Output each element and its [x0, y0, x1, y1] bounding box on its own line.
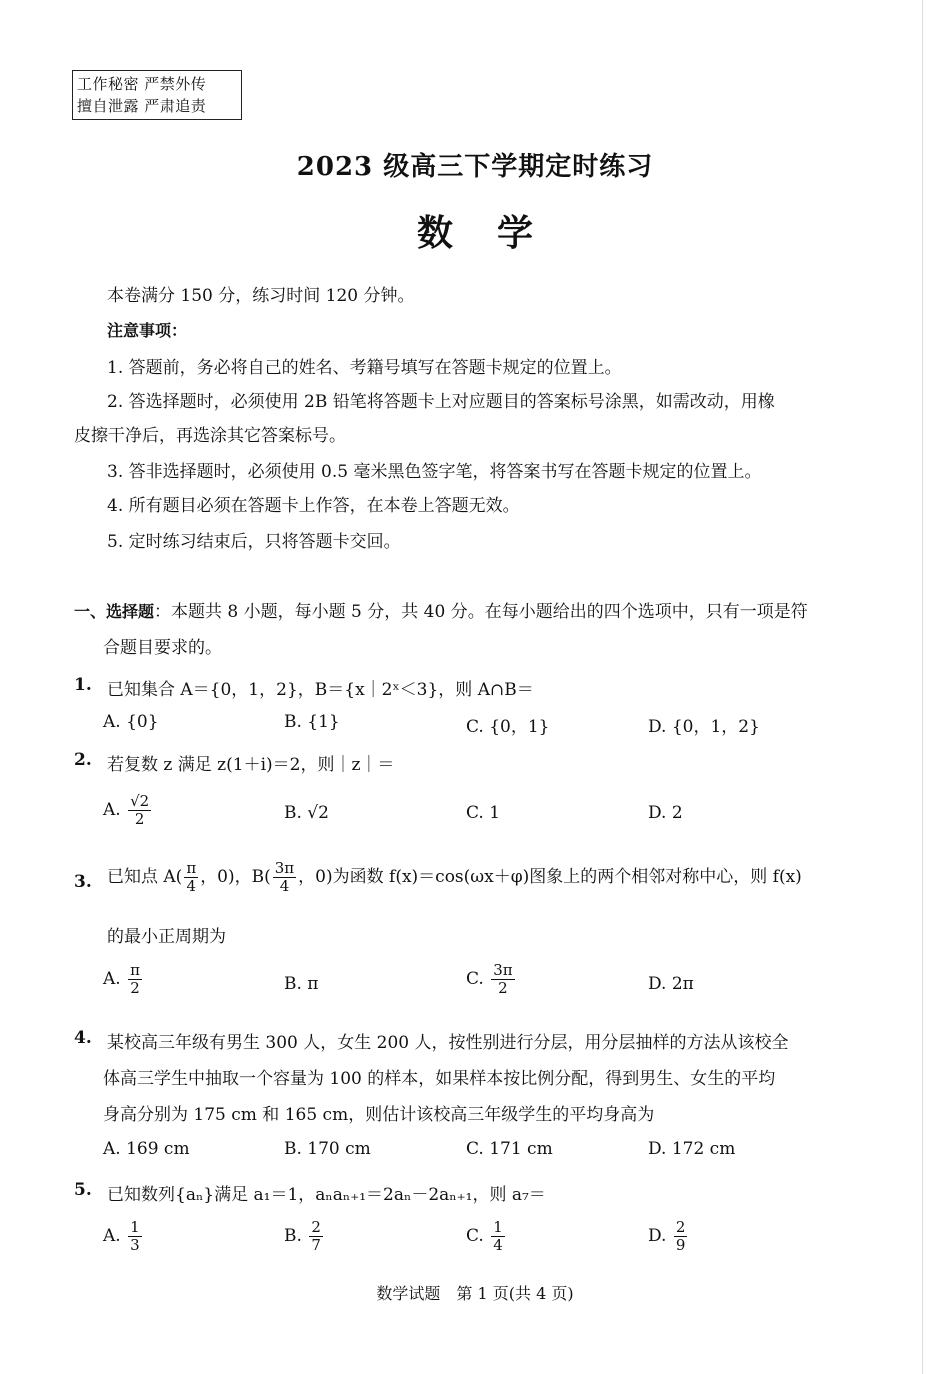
question-4-stem-cont: 身高分别为 175 cm 和 165 cm，则估计该校高三年级学生的平均身高为	[103, 1105, 655, 1125]
question-5-option-b	[284, 1219, 325, 1254]
option-label: A.	[103, 1226, 121, 1246]
notice-item: 皮擦干净后，再选涂其它答案标号。	[74, 426, 346, 446]
question-1-option-c: C. {0，1}	[466, 717, 550, 737]
fraction-denominator: 4	[493, 1236, 503, 1254]
question-1-option-b: B. {1}	[284, 712, 340, 732]
stem-text: 已知点 A(	[107, 867, 183, 887]
option-label: D.	[648, 1226, 667, 1246]
fraction-numerator: √2	[130, 792, 150, 810]
question-3-stem-cont: 的最小正周期为	[107, 927, 226, 947]
option-label: B.	[284, 1226, 302, 1246]
fraction-denominator: 4	[186, 877, 197, 895]
fraction	[184, 860, 198, 895]
fraction	[128, 1219, 142, 1254]
question-2-option-b: B. √2	[284, 803, 329, 823]
question-number: 2.	[74, 750, 92, 770]
question-3-option-b: B. π	[284, 974, 319, 994]
page-footer: 数学试题 第 1 页(共 4 页)	[376, 1284, 574, 1303]
question-number: 1.	[74, 675, 92, 695]
question-2-stem: 若复数 z 满足 z(1＋i)＝2，则｜z｜＝	[107, 755, 395, 775]
option-label: A.	[103, 800, 121, 820]
question-4-option-d: D. 172 cm	[648, 1139, 736, 1159]
fraction	[273, 860, 296, 895]
stem-text: ，0)，B(	[200, 867, 271, 887]
question-number: 4.	[74, 1028, 92, 1048]
question-3-option-a	[103, 962, 144, 997]
notice-item: 1. 答题前，务必将自己的姓名、考籍号填写在答题卡规定的位置上。	[107, 358, 622, 378]
fraction-numerator: π	[130, 961, 140, 979]
fraction-denominator: 2	[498, 979, 508, 997]
option-label: C.	[466, 1226, 484, 1246]
question-5-stem: 已知数列{aₙ}满足 a₁＝1，aₙaₙ₊₁＝2aₙ－2aₙ₊₁，则 a₇＝	[107, 1185, 546, 1205]
question-3-option-c	[466, 962, 517, 997]
question-4-stem: 某校高三年级有男生 300 人，女生 200 人，按性别进行分层，用分层抽样的方法从该校全	[107, 1033, 789, 1053]
fraction-numerator: π	[186, 859, 197, 877]
fraction-numerator: 1	[130, 1218, 140, 1236]
question-2-option-a	[103, 793, 153, 828]
notice-item: 4. 所有题目必须在答题卡上作答，在本卷上答题无效。	[107, 496, 520, 516]
question-1-stem: 已知集合 A＝{0，1，2}，B＝{x｜2ˣ＜3}，则 A∩B＝	[107, 680, 534, 700]
fraction-denominator: 7	[311, 1236, 321, 1254]
fraction-denominator: 2	[130, 979, 140, 997]
question-5-option-d	[648, 1219, 689, 1254]
question-1-option-a: A. {0}	[103, 712, 159, 732]
fraction-denominator: 9	[675, 1236, 686, 1254]
notice-heading: 注意事项：	[107, 321, 188, 340]
question-2-option-d: D. 2	[648, 803, 683, 823]
fraction-numerator: 3π	[274, 859, 295, 877]
fraction	[309, 1219, 323, 1254]
fraction-denominator: 2	[134, 810, 145, 828]
exam-title: 2023 级高三下学期定时练习	[296, 152, 654, 182]
notice-item: 2. 答选择题时，必须使用 2B 铅笔将答题卡上对应题目的答案标号涂黑，如需改动，用橡	[107, 392, 775, 412]
intro-text: 本卷满分 150 分，练习时间 120 分钟。	[107, 286, 415, 306]
question-3-stem	[107, 860, 802, 895]
question-4-option-b: B. 170 cm	[284, 1139, 371, 1159]
question-3-option-d: D. 2π	[648, 974, 694, 994]
fraction-denominator: 3	[130, 1236, 140, 1254]
fraction	[674, 1219, 688, 1254]
stamp-line-1: 工作秘密 严禁外传	[77, 75, 207, 93]
fraction-numerator: 2	[675, 1218, 686, 1236]
question-2-option-c: C. 1	[466, 803, 501, 823]
fraction-numerator: 1	[493, 1218, 503, 1236]
question-1-option-d: D. {0，1，2}	[648, 717, 760, 737]
fraction	[491, 1219, 505, 1254]
question-4-option-c: C. 171 cm	[466, 1139, 553, 1159]
stamp-line-2: 擅自泄露 严肃追责	[77, 97, 207, 115]
question-5-option-c	[466, 1219, 507, 1254]
subject-title: 数学	[416, 213, 577, 254]
section-1-label: 一、选择题	[74, 602, 155, 621]
option-label: A.	[103, 969, 121, 989]
question-4-option-a: A. 169 cm	[103, 1139, 190, 1159]
question-number: 5.	[74, 1180, 92, 1200]
fraction	[491, 962, 514, 997]
option-label: C.	[466, 969, 484, 989]
fraction-denominator: 4	[279, 877, 290, 895]
section-1-text: ：本题共 8 小题，每小题 5 分，共 40 分。在每小题给出的四个选项中，只有一项是符	[154, 602, 808, 622]
notice-item: 5. 定时练习结束后，只将答题卡交回。	[107, 532, 401, 552]
question-4-stem-cont: 体高三学生中抽取一个容量为 100 的样本，如果样本按比例分配，得到男生、女生的平均	[103, 1069, 776, 1089]
stem-text: ，0)为函数 f(x)＝cos(ωx＋φ)图象上的两个相邻对称中心，则 f(x)	[298, 867, 802, 887]
fraction-numerator: 3π	[493, 961, 513, 979]
question-5-option-a	[103, 1219, 144, 1254]
notice-item: 3. 答非选择题时，必须使用 0.5 毫米黑色签字笔，将答案书写在答题卡规定的位置上。	[107, 462, 762, 482]
section-1-heading	[74, 597, 808, 622]
fraction	[128, 962, 142, 997]
fraction-numerator: 2	[311, 1218, 321, 1236]
fraction	[128, 793, 151, 828]
scan-edge-line	[922, 0, 923, 1374]
section-1-text-cont: 合题目要求的。	[103, 638, 222, 658]
confidential-stamp	[72, 70, 242, 120]
question-number: 3.	[74, 872, 92, 892]
